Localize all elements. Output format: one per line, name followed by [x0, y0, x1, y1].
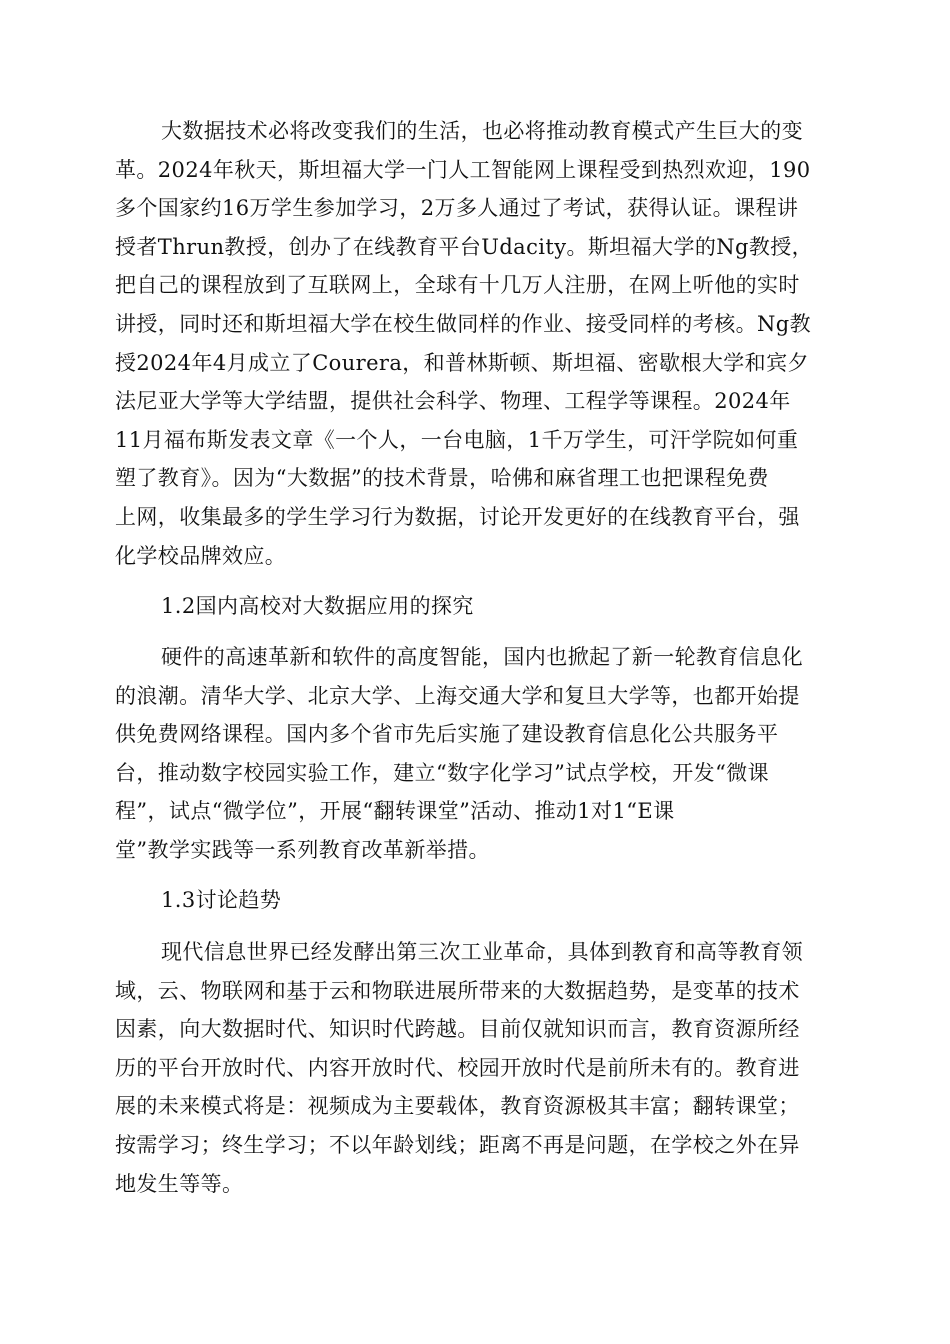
paragraph-line: 法尼亚大学等大学结盟，提供社会科学、物理、工程学等课程。2024年 — [115, 389, 791, 414]
paragraph-line: 的浪潮。清华大学、北京大学、上海交通大学和复旦大学等，也都开始提 — [115, 683, 800, 708]
paragraph-line: 塑了教育》。因为“大数据”的技术背景，哈佛和麻省理工也把课程免费 — [115, 466, 769, 491]
paragraph-line: 历的平台开放时代、内容开放时代、校园开放时代是前所未有的。教育进 — [115, 1055, 800, 1080]
paragraph-line: 授2024年4月成立了Courera，和普林斯顿、斯坦福、密歇根大学和宾夕 — [115, 350, 809, 375]
paragraph-line: 大数据技术必将改变我们的生活，也必将推动教育模式产生巨大的变 — [161, 119, 803, 143]
paragraph-line: 程”，试点“微学位”，开展“翻转课堂”活动、推动1对1“E课 — [115, 799, 675, 824]
paragraph-line: 授者Thrun教授，创办了在线教育平台Udacity。斯坦福大学的Ng教授， — [115, 234, 814, 259]
section-heading-1-3 — [115, 881, 835, 920]
paragraph-line: 多个国家约16万学生参加学习，2万多人通过了考试，获得认证。课程讲 — [115, 196, 799, 221]
paragraph-big-data-intro — [115, 112, 835, 575]
paragraph-line: 讲授，同时还和斯坦福大学在校生做同样的作业、接受同样的考核。Ng教 — [115, 311, 812, 336]
paragraph-line: 展的未来模式将是：视频成为主要载体，教育资源极其丰富；翻转课堂； — [115, 1094, 800, 1119]
paragraph-line: 现代信息世界已经发酵出第三次工业革命，具体到教育和高等教育领 — [161, 940, 803, 964]
section-heading-1-2 — [115, 587, 835, 626]
paragraph-line: 供免费网络课程。国内多个省市先后实施了建设教育信息化公共服务平 — [115, 722, 779, 747]
paragraph-domestic-universities — [115, 638, 835, 870]
paragraph-line: 堂”教学实践等一系列教育改革新举措。 — [115, 837, 490, 862]
paragraph-line: 把自己的课程放到了互联网上，全球有十几万人注册，在网上听他的实时 — [115, 273, 800, 298]
paragraph-line: 11月福布斯发表文章《一个人，一台电脑，1千万学生，可汗学院如何重 — [115, 427, 799, 452]
paragraph-line: 硬件的高速革新和软件的高度智能，国内也掀起了新一轮教育信息化 — [161, 645, 803, 669]
paragraph-line: 地发生等等。 — [115, 1171, 244, 1196]
paragraph-line: 按需学习；终生学习；不以年龄划线；距离不再是问题，在学校之外在异 — [115, 1132, 800, 1157]
paragraph-line: 台，推动数字校园实验工作，建立“数字化学习”试点学校，开发“微课 — [115, 760, 770, 785]
paragraph-line: 革。2024年秋天，斯坦福大学一门人工智能网上课程受到热烈欢迎，190 — [115, 157, 811, 182]
section-heading: 1.3讨论趋势 — [161, 888, 282, 912]
paragraph-line: 上网，收集最多的学生学习行为数据，讨论开发更好的在线教育平台，强 — [115, 504, 800, 529]
section-heading: 1.2国内高校对大数据应用的探究 — [161, 594, 474, 618]
paragraph-line: 因素，向大数据时代、知识时代跨越。目前仅就知识而言，教育资源所经 — [115, 1017, 800, 1042]
paragraph-line: 化学校品牌效应。 — [115, 543, 287, 568]
paragraph-line: 域，云、物联网和基于云和物联进展所带来的大数据趋势，是变革的技术 — [115, 978, 800, 1003]
paragraph-trends — [115, 933, 835, 1203]
